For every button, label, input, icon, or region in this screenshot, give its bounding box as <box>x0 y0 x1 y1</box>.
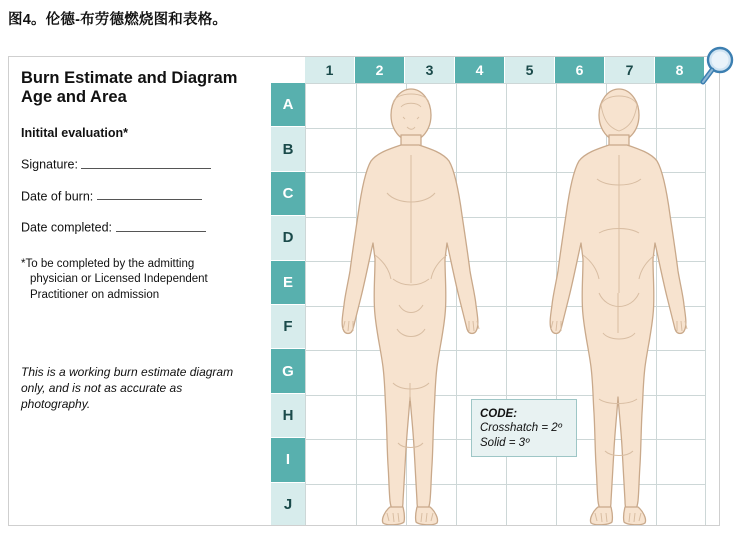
date-completed-field-rule[interactable] <box>116 220 206 232</box>
grid-row-header-e: E <box>271 261 305 305</box>
magnifier-icon[interactable] <box>698 46 738 88</box>
grid-row-header-a: A <box>271 83 305 127</box>
grid-column-header-3: 3 <box>405 57 455 83</box>
form-info-panel <box>9 57 271 525</box>
form-footnote-line3: Practitioner on admission <box>30 288 160 301</box>
date-of-burn-field-rule[interactable] <box>97 189 202 201</box>
form-footnote <box>21 257 259 304</box>
grid-row-header-d: D <box>271 216 305 260</box>
code-legend-solid: Solid = 3º <box>480 437 530 450</box>
grid-column-header-6: 6 <box>555 57 605 83</box>
date-of-burn-field-label: Date of burn: <box>21 189 94 204</box>
form-title-line2: Age and Area <box>21 88 127 107</box>
grid-row-headers <box>271 83 305 526</box>
working-estimate-note: This is a working burn estimate diagram only, and is not as accurate as photography. <box>21 365 234 412</box>
signature-field-row <box>21 157 259 172</box>
grid-row-header-f: F <box>271 305 305 349</box>
grid-column-header-4: 4 <box>455 57 505 83</box>
posterior-body-figure <box>539 83 699 526</box>
grid-column-header-2: 2 <box>355 57 405 83</box>
anterior-body-figure <box>331 83 491 526</box>
grid-column-header-5: 5 <box>505 57 555 83</box>
form-footnote-line2: physician or Licensed Independent <box>30 273 208 286</box>
signature-field-rule[interactable] <box>81 157 211 169</box>
date-of-burn-field-row <box>21 189 259 204</box>
grid-row-header-b: B <box>271 127 305 171</box>
grid-row-header-c: C <box>271 172 305 216</box>
grid-column-header-1: 1 <box>305 57 355 83</box>
grid-column-headers <box>305 57 705 83</box>
grid-row-header-j: J <box>271 483 305 526</box>
signature-field-label: Signature: <box>21 157 78 172</box>
grid-row-header-i: I <box>271 438 305 482</box>
form-title-line1: Burn Estimate and Diagram <box>21 69 238 87</box>
code-legend-box <box>471 399 577 457</box>
grid-row-header-h: H <box>271 394 305 438</box>
date-completed-field-label: Date completed: <box>21 220 113 235</box>
form-title <box>21 69 259 108</box>
code-legend-crosshatch: Crosshatch = 2º <box>480 422 562 435</box>
grid-row-header-g: G <box>271 349 305 393</box>
figure-caption: 图4。伦德-布劳德燃烧图和表格。 <box>8 12 228 28</box>
form-subtitle: Initital evaluation* <box>21 125 128 140</box>
burn-grid <box>271 57 719 525</box>
grid-column-header-8: 8 <box>655 57 705 83</box>
grid-column-header-7: 7 <box>605 57 655 83</box>
burn-diagram-figure <box>8 56 720 526</box>
date-completed-field-row <box>21 220 259 235</box>
form-footnote-line1: *To be completed by the admitting <box>21 257 195 270</box>
code-legend-title: CODE: <box>480 408 518 420</box>
